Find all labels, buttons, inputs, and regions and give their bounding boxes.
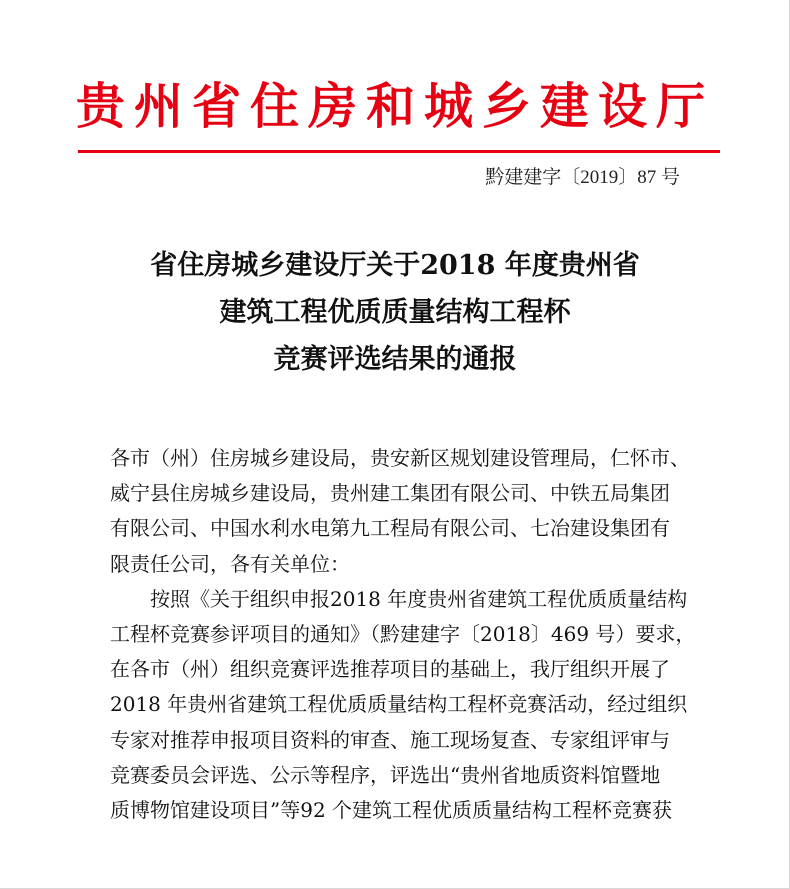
document-number: 黔建建字〔2019〕87 号: [485, 167, 680, 188]
body-paragraph-line: 按照《关于组织申报2018 年度贵州省建筑工程优质质量结构: [150, 586, 688, 611]
addressee-line: 各市（州）住房城乡建设局，贵安新区规划建设管理局，仁怀市、: [110, 446, 690, 470]
red-header-rule: [78, 150, 720, 153]
addressee-line: 威宁县住房城乡建设局，贵州建工集团有限公司、中铁五局集团: [110, 481, 670, 506]
body-paragraph-line: 竞赛委员会评选、公示等程序，评选出“贵州省地质资料馆暨地: [110, 762, 661, 787]
title-line: 竞赛评选结果的通报: [273, 344, 517, 375]
addressee-line: 有限公司、中国水利水电第九工程局有限公司、七冶建设集团有: [110, 516, 670, 541]
body-paragraph-line: 质博物馆建设项目”等92 个建筑工程优质质量结构工程杯竞赛获: [110, 797, 673, 822]
addressee-line: 限责任公司，各有关单位：: [110, 551, 350, 576]
body-paragraph-line: 2018 年贵州省建筑工程优质质量结构工程杯竞赛活动，经过组织: [110, 692, 688, 717]
body-paragraph-line: 在各市（州）组织竞赛评选推荐项目的基础上，我厅组织开展了: [110, 657, 670, 682]
document-body: [110, 441, 706, 828]
title-line: 省住房城乡建设厅关于2018 年度贵州省: [150, 250, 640, 281]
body-paragraph-line: 工程杯竞赛参评项目的通知》（黔建建字〔2018〕469 号）要求，: [110, 621, 696, 646]
issuing-authority-header: 贵州省住房和城乡建设厅: [75, 77, 714, 135]
body-paragraph-line: 专家对推荐申报项目资料的审查、施工现场复查、专家组评审与: [110, 727, 670, 752]
title-line: 建筑工程优质质量结构工程杯: [219, 297, 571, 328]
document-title: [60, 242, 730, 383]
